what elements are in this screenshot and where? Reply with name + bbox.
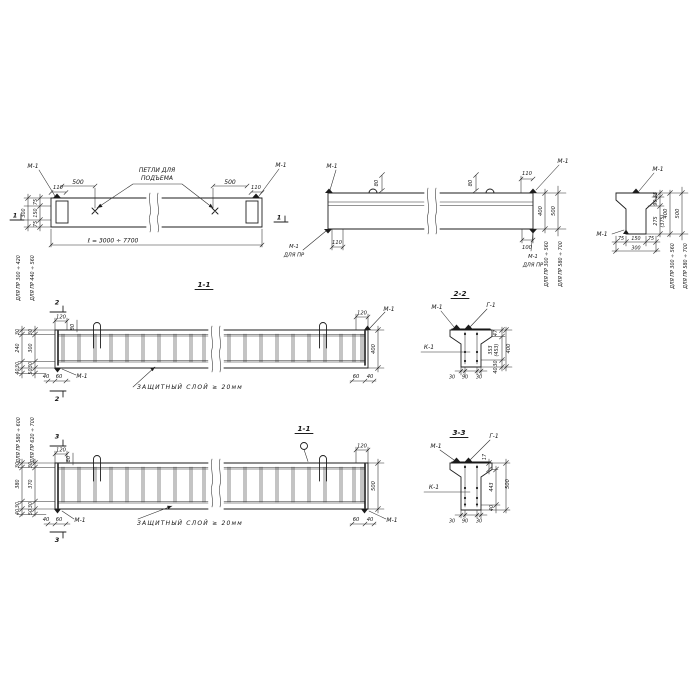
- break-lines: [149, 193, 158, 232]
- range-580-700: ДЛЯ ПР 580 ÷ 700: [559, 241, 564, 287]
- section-1-1-high-view: [15, 417, 398, 544]
- end-block: [246, 201, 258, 223]
- m1-label: М-1: [27, 163, 39, 170]
- dim-400: 400: [506, 343, 512, 354]
- cross-section-view: [596, 166, 689, 290]
- section-mark-1: 1: [12, 211, 18, 220]
- arrowhead: [209, 204, 213, 208]
- dim-300: 300: [22, 208, 27, 218]
- dim-110: 110: [53, 185, 63, 191]
- dim-110: 110: [332, 240, 342, 246]
- dim-275: 275: [654, 216, 659, 226]
- leader: [470, 309, 487, 327]
- leader: [138, 506, 172, 519]
- dim-30: 30: [29, 328, 34, 336]
- dim-30: 30: [16, 361, 21, 369]
- dim-80: 80: [70, 323, 76, 331]
- lifting-loop: [94, 323, 327, 349]
- dim-60: 60: [352, 517, 360, 523]
- leader: [62, 511, 74, 519]
- leader: [303, 231, 326, 250]
- dim-110: 110: [251, 185, 261, 191]
- beam-outline: [440, 193, 533, 229]
- m1-label: М-1: [74, 517, 86, 524]
- dim-375-alt: (375): [661, 214, 666, 228]
- end-block: [56, 201, 68, 223]
- dim-500: 500: [551, 206, 557, 216]
- dim-120: 120: [357, 443, 367, 450]
- dim-90: 90: [461, 375, 469, 381]
- dim-40: 40: [494, 367, 499, 374]
- leader: [304, 450, 308, 462]
- plate-mark: [529, 229, 537, 234]
- plate-mark: [465, 458, 473, 463]
- leader: [370, 312, 385, 328]
- dim-300: 300: [631, 246, 641, 252]
- plate-mark: [324, 229, 332, 234]
- leader: [536, 165, 559, 190]
- rebar-dot: [476, 333, 478, 335]
- dim-500: 500: [224, 179, 236, 186]
- dim-400: 400: [538, 206, 544, 216]
- section-mark-2: 2: [54, 395, 60, 403]
- loops-leader: [97, 184, 213, 208]
- dim-30: 30: [29, 501, 34, 509]
- cage-bars: [465, 332, 477, 364]
- plate-mark: [465, 325, 473, 330]
- rebar-dot: [476, 466, 478, 468]
- rebar-dot: [476, 503, 478, 505]
- plate-mark: [325, 189, 333, 194]
- k1-label: К-1: [428, 484, 440, 491]
- plate-mark: [529, 189, 537, 194]
- section-3-3-view: [424, 428, 511, 525]
- plate-mark: [54, 368, 61, 373]
- dim-30: 30: [475, 375, 483, 381]
- dim-500: 500: [72, 179, 84, 186]
- dim-30: 30: [448, 375, 456, 381]
- m1-label: М-1: [326, 163, 338, 170]
- cage-bars: [465, 465, 477, 507]
- m1-label: М-1: [557, 158, 569, 165]
- cover-note: ЗАЩИТНЫЙ СЛОЙ ≥ 20мм: [137, 520, 243, 527]
- dim-500-right-lines: [211, 184, 249, 208]
- section-mark-2: 2: [54, 298, 60, 307]
- m1-label: М-1: [528, 254, 538, 260]
- dim-40: 40: [42, 374, 50, 380]
- dim-400: 400: [663, 208, 669, 219]
- view-title: 1-1: [197, 280, 211, 289]
- section-mark-line: [50, 306, 66, 312]
- leader: [440, 450, 454, 460]
- loop-marks: [92, 208, 218, 214]
- t-section-outline: [450, 463, 492, 510]
- g1-label: Г-1: [489, 433, 499, 440]
- plate-mark: [632, 189, 640, 194]
- dim-80: 80: [374, 179, 380, 187]
- view-title: 3-3: [452, 428, 466, 437]
- section-mark-line: [50, 440, 66, 446]
- rebar-dot: [464, 333, 466, 335]
- dim-90: 90: [654, 199, 659, 206]
- dim-40: 40: [366, 517, 374, 523]
- dim-lines: [455, 367, 487, 375]
- view-title: 2-2: [453, 289, 467, 298]
- dim-443: 443: [490, 482, 495, 492]
- rebar-dot: [476, 360, 478, 362]
- plate-mark: [361, 509, 368, 514]
- dim-75: 75: [647, 237, 655, 242]
- dim-47: 47: [494, 329, 499, 337]
- rebar-dot: [476, 487, 478, 489]
- leader: [62, 369, 76, 375]
- dim-30: 30: [16, 501, 21, 509]
- dim-500: 500: [505, 479, 511, 489]
- arrowhead: [97, 204, 103, 208]
- range-300-560: ДЛЯ ПР 300 ÷ 560: [671, 243, 676, 289]
- g1-label: Г-1: [486, 302, 496, 309]
- dim-50: 50: [29, 368, 34, 375]
- rebar-dot: [464, 487, 466, 489]
- m1-label: М-1: [289, 244, 299, 250]
- dim-370: 370: [29, 479, 34, 489]
- dim-453-alt: (453): [495, 343, 500, 357]
- dim-80: 80: [66, 455, 72, 463]
- rebar-dot: [464, 360, 466, 362]
- dim-lines: [455, 510, 487, 518]
- plan-view: [10, 162, 288, 247]
- dim-30: 30: [475, 519, 483, 525]
- t-section-outline: [616, 193, 656, 234]
- dim-380: 380: [16, 479, 21, 489]
- dim-100: 100: [522, 245, 532, 251]
- dim-90: 90: [461, 519, 469, 525]
- dim-30: 30: [16, 461, 21, 469]
- cover-note: ЗАЩИТНЫЙ СЛОЙ ≥ 20мм: [137, 384, 243, 391]
- dim-30: 30: [29, 461, 34, 469]
- dim-ticks: [249, 191, 264, 195]
- dim-30: 30: [29, 361, 34, 369]
- dim-60: 60: [55, 517, 63, 523]
- dim-75: 75: [34, 220, 39, 228]
- range-620-700: ДЛЯ ПР 620 ÷ 700: [31, 417, 36, 463]
- stirrups: [228, 467, 363, 502]
- m1-label: М-1: [275, 162, 287, 169]
- dim-400: 400: [371, 344, 377, 354]
- rebar-dot: [464, 503, 466, 505]
- rebar-dot: [476, 351, 478, 353]
- t-section-outline: [450, 330, 492, 367]
- stirrups: [228, 334, 363, 362]
- dim-30: 30: [448, 519, 456, 525]
- flange-lines: [328, 202, 533, 206]
- dim-60: 60: [55, 374, 63, 380]
- section-2-2-view: [421, 289, 512, 381]
- dim-30: 30: [16, 328, 21, 336]
- dim-ticks: [474, 173, 479, 193]
- dim-50: 50: [29, 508, 34, 516]
- dim-40: 40: [366, 374, 374, 380]
- position-callout-circle: [301, 443, 308, 450]
- dim-length-lines: [49, 229, 264, 247]
- m1-label: М-1: [652, 166, 664, 173]
- dim-40: 40: [42, 517, 50, 523]
- break-lines: [211, 459, 220, 507]
- dim-40: 40: [16, 368, 21, 375]
- beam-outline: [328, 193, 424, 229]
- leader: [612, 230, 624, 234]
- section-mark-1: 1: [276, 213, 282, 222]
- m1-label: М-1: [383, 306, 395, 313]
- dlya-pr-label: ДЛЯ ПР: [283, 252, 305, 259]
- range-300-420: ДЛЯ ПР 300 ÷ 420: [17, 255, 22, 301]
- dim-75: 75: [617, 237, 625, 242]
- view-title: 1-1: [297, 424, 311, 433]
- leader: [639, 173, 654, 191]
- plate-mark: [53, 194, 61, 199]
- leader: [330, 170, 336, 190]
- leader: [441, 311, 454, 327]
- m1-label: М-1: [596, 231, 608, 238]
- rebar-dot: [476, 497, 478, 499]
- section-1-1-low-view: [15, 252, 395, 403]
- k1-label: К-1: [423, 344, 435, 351]
- range-580-700: ДЛЯ ПР 580 ÷ 700: [684, 243, 689, 289]
- dim-150: 150: [34, 208, 39, 218]
- dim-35: 35: [654, 191, 659, 199]
- elevation-view: [283, 158, 569, 288]
- range-440-560: ДЛЯ ПР 440 ÷ 560: [31, 255, 36, 301]
- beam-outline: [55, 463, 368, 509]
- longitudinal-bars: [58, 468, 365, 504]
- stirrups: [62, 467, 205, 502]
- dim-240: 240: [16, 343, 21, 353]
- rebar-dot: [464, 497, 466, 499]
- stirrups: [62, 334, 205, 362]
- dim-120: 120: [56, 314, 66, 321]
- m1-label: М-1: [430, 443, 442, 450]
- dim-60: 60: [352, 374, 360, 380]
- section-mark-3: 3: [54, 536, 60, 544]
- longitudinal-bars: [58, 335, 365, 363]
- dim-ticks: [380, 173, 385, 193]
- lifting-loop: [94, 456, 327, 481]
- dim-120: 120: [357, 310, 367, 317]
- m1-label: М-1: [76, 373, 88, 380]
- rebar-dot: [464, 466, 466, 468]
- dim-500: 500: [675, 208, 681, 219]
- chain-lines: [18, 326, 55, 378]
- plate-mark: [252, 194, 260, 199]
- dim-40: 40: [490, 504, 495, 512]
- m1-label: М-1: [431, 304, 443, 311]
- break-lines: [211, 326, 220, 372]
- loops-label-line1: ПЕТЛИ ДЛЯ: [138, 167, 176, 174]
- section-mark-3: 3: [54, 432, 60, 441]
- m1-label: М-1: [386, 517, 398, 524]
- dim-500-left-lines: [60, 184, 97, 208]
- dim-500: 500: [371, 481, 377, 491]
- dim-300: 300: [29, 343, 34, 353]
- dim-120: 120: [56, 447, 66, 454]
- dim-overall-length: ℓ = 3000 ÷ 7700: [87, 237, 139, 245]
- range-300-560: ДЛЯ ПР 300 ÷ 560: [545, 241, 550, 287]
- dim-150: 150: [631, 237, 641, 242]
- dim-80: 80: [468, 179, 474, 187]
- plate-mark: [54, 509, 61, 514]
- dim-30: 30: [494, 360, 499, 367]
- dim-17: 17: [483, 453, 488, 461]
- range-580-600: ДЛЯ ПР 580 ÷ 600: [17, 417, 22, 463]
- dim-353: 353: [489, 345, 494, 355]
- dim-110: 110: [522, 171, 532, 177]
- dlya-pr-label: ДЛЯ ПР: [522, 262, 544, 269]
- break-lines: [427, 188, 436, 234]
- dim-40: 40: [16, 508, 21, 516]
- dim-75: 75: [34, 198, 39, 206]
- loops-label-line2: ПОДЪЕМА: [141, 175, 173, 182]
